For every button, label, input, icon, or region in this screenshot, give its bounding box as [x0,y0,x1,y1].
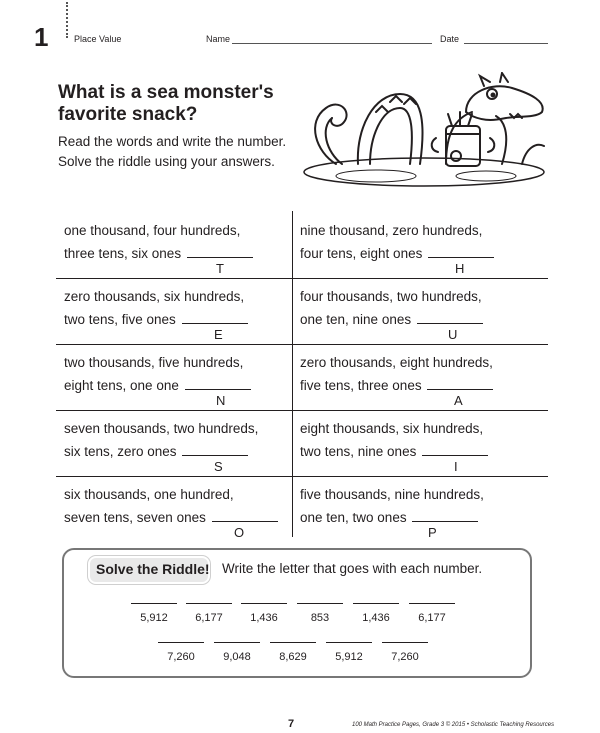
exercise-text-line-2 [300,509,478,525]
exercise-text-line-1: zero thousands, six hundreds, [64,289,245,304]
exercise-text: two tens, five ones [64,312,176,327]
riddle-letter-blank[interactable] [131,603,177,612]
exercise-text: one ten, two ones [300,510,407,525]
exercise-text: eight tens, one one [64,378,179,393]
exercise-row [56,411,548,477]
exercise-text-line-1: five thousands, nine hundreds, [300,487,484,502]
exercise-text-line-2 [64,443,248,459]
exercise-text: seven tens, seven ones [64,510,206,525]
riddle-code [270,642,316,663]
answer-blank[interactable] [182,443,248,456]
riddle-code [353,603,399,624]
riddle-code [409,603,455,624]
answer-letter: S [214,459,223,474]
riddle-code-number: 1,436 [362,612,390,624]
riddle-code-number: 5,912 [140,612,168,624]
riddle-code-number: 6,177 [195,612,223,624]
exercise-row [56,477,548,542]
exercise-row [56,279,548,345]
riddle-code [186,603,232,624]
exercise-cell-s [64,411,290,476]
exercise-text-line-2 [300,443,488,459]
date-field[interactable] [464,43,548,44]
page-number: 7 [288,718,295,730]
answer-letter: E [214,327,223,342]
riddle-code [241,603,287,624]
exercise-text-line-1: two thousands, five hundreds, [64,355,244,370]
answer-letter: N [216,393,226,408]
riddle-code-number: 9,048 [223,651,251,663]
answer-letter: P [428,525,437,540]
answer-blank[interactable] [422,443,488,456]
exercise-text: three tens, six ones [64,246,182,261]
exercise-cell-o [64,477,290,542]
riddle-letter-blank[interactable] [382,642,428,651]
riddle-letter-blank[interactable] [241,603,287,612]
riddle-letter-blank[interactable] [326,642,372,651]
exercise-text-line-1: zero thousands, eight hundreds, [300,355,493,370]
answer-blank[interactable] [412,509,478,522]
name-field[interactable] [232,43,432,44]
exercise-row [56,345,548,411]
exercise-cell-a [300,345,540,410]
exercise-text-line-1: four thousands, two hundreds, [300,289,482,304]
riddle-letter-blank[interactable] [186,603,232,612]
exercise-text-line-1: one thousand, four hundreds, [64,223,241,238]
answer-blank[interactable] [212,509,278,522]
riddle-letter-blank[interactable] [409,603,455,612]
riddle-code-number: 5,912 [335,651,363,663]
riddle-instruction: Write the letter that goes with each number. [222,561,483,576]
exercise-grid [56,213,548,542]
riddle-code-number: 6,177 [418,612,446,624]
riddle-code-number: 8,629 [279,651,307,663]
riddle-code-number: 1,436 [250,612,278,624]
exercise-text-line-2 [300,311,483,327]
riddle-code [297,603,343,624]
riddle-code [382,642,428,663]
answer-blank[interactable] [428,245,494,258]
exercise-cell-u [300,279,540,344]
exercise-cell-n [64,345,290,410]
exercise-text-line-2 [64,377,251,393]
exercise-text: one ten, nine ones [300,312,412,327]
exercise-row [56,213,548,279]
answer-blank[interactable] [187,245,253,258]
unit-number: 1 [34,22,49,52]
exercise-text-line-2 [64,311,248,327]
answer-blank[interactable] [427,377,493,390]
answer-letter: T [216,261,224,276]
answer-letter: U [448,327,458,342]
exercise-text-line-1: nine thousand, zero hundreds, [300,223,483,238]
instruction-line-2: Solve the riddle using your answers. [58,154,275,169]
exercise-cell-e [64,279,290,344]
exercise-text-line-2 [64,245,253,261]
exercise-cell-i [300,411,540,476]
exercise-text: six tens, zero ones [64,444,177,459]
skill-label: Place Value [74,34,122,44]
instructions [58,132,318,172]
exercise-cell-h [300,213,540,278]
riddle-letter-blank[interactable] [158,642,204,651]
answer-letter: O [234,525,245,540]
riddle-code [326,642,372,663]
exercise-cell-t [64,213,290,278]
answer-blank[interactable] [182,311,248,324]
exercise-text: two tens, nine ones [300,444,417,459]
riddle-code [214,642,260,663]
riddle-letter-blank[interactable] [353,603,399,612]
riddle-line-2 [0,642,600,666]
answer-letter: I [454,459,458,474]
header-dotted-rule [66,2,68,38]
answer-blank[interactable] [185,377,251,390]
name-label: Name [206,34,231,44]
exercise-text-line-1: eight thousands, six hundreds, [300,421,484,436]
exercise-text-line-1: six thousands, one hundred, [64,487,234,502]
exercise-text: four tens, eight ones [300,246,423,261]
exercise-text: five tens, three ones [300,378,422,393]
exercise-text-line-2 [64,509,278,525]
exercise-text-line-1: seven thousands, two hundreds, [64,421,259,436]
riddle-code-number: 853 [310,612,330,624]
footer-credit: 100 Math Practice Pages, Grade 3 © 2015 • Scholastic Teaching Resources [352,722,555,728]
instruction-line-1: Read the words and write the number. [58,134,287,149]
date-label: Date [440,34,460,44]
riddle-code [158,642,204,663]
answer-letter: H [455,261,465,276]
riddle-badge-label: Solve the Riddle! [96,561,210,577]
exercise-text-line-2 [300,377,493,393]
answer-blank[interactable] [417,311,483,324]
answer-letter: A [454,393,463,408]
riddle-line-1 [0,603,600,627]
riddle-letter-blank[interactable] [214,642,260,651]
riddle-code-number: 7,260 [167,651,195,663]
riddle-code [131,603,177,624]
riddle-letter-blank[interactable] [297,603,343,612]
exercise-text-line-2 [300,245,494,261]
sea-monster-illustration [296,72,552,192]
riddle-letter-blank[interactable] [270,642,316,651]
exercise-cell-p [300,477,540,542]
riddle-code-number: 7,260 [391,651,419,663]
page-title: What is a sea monster's favorite snack? [58,82,274,125]
